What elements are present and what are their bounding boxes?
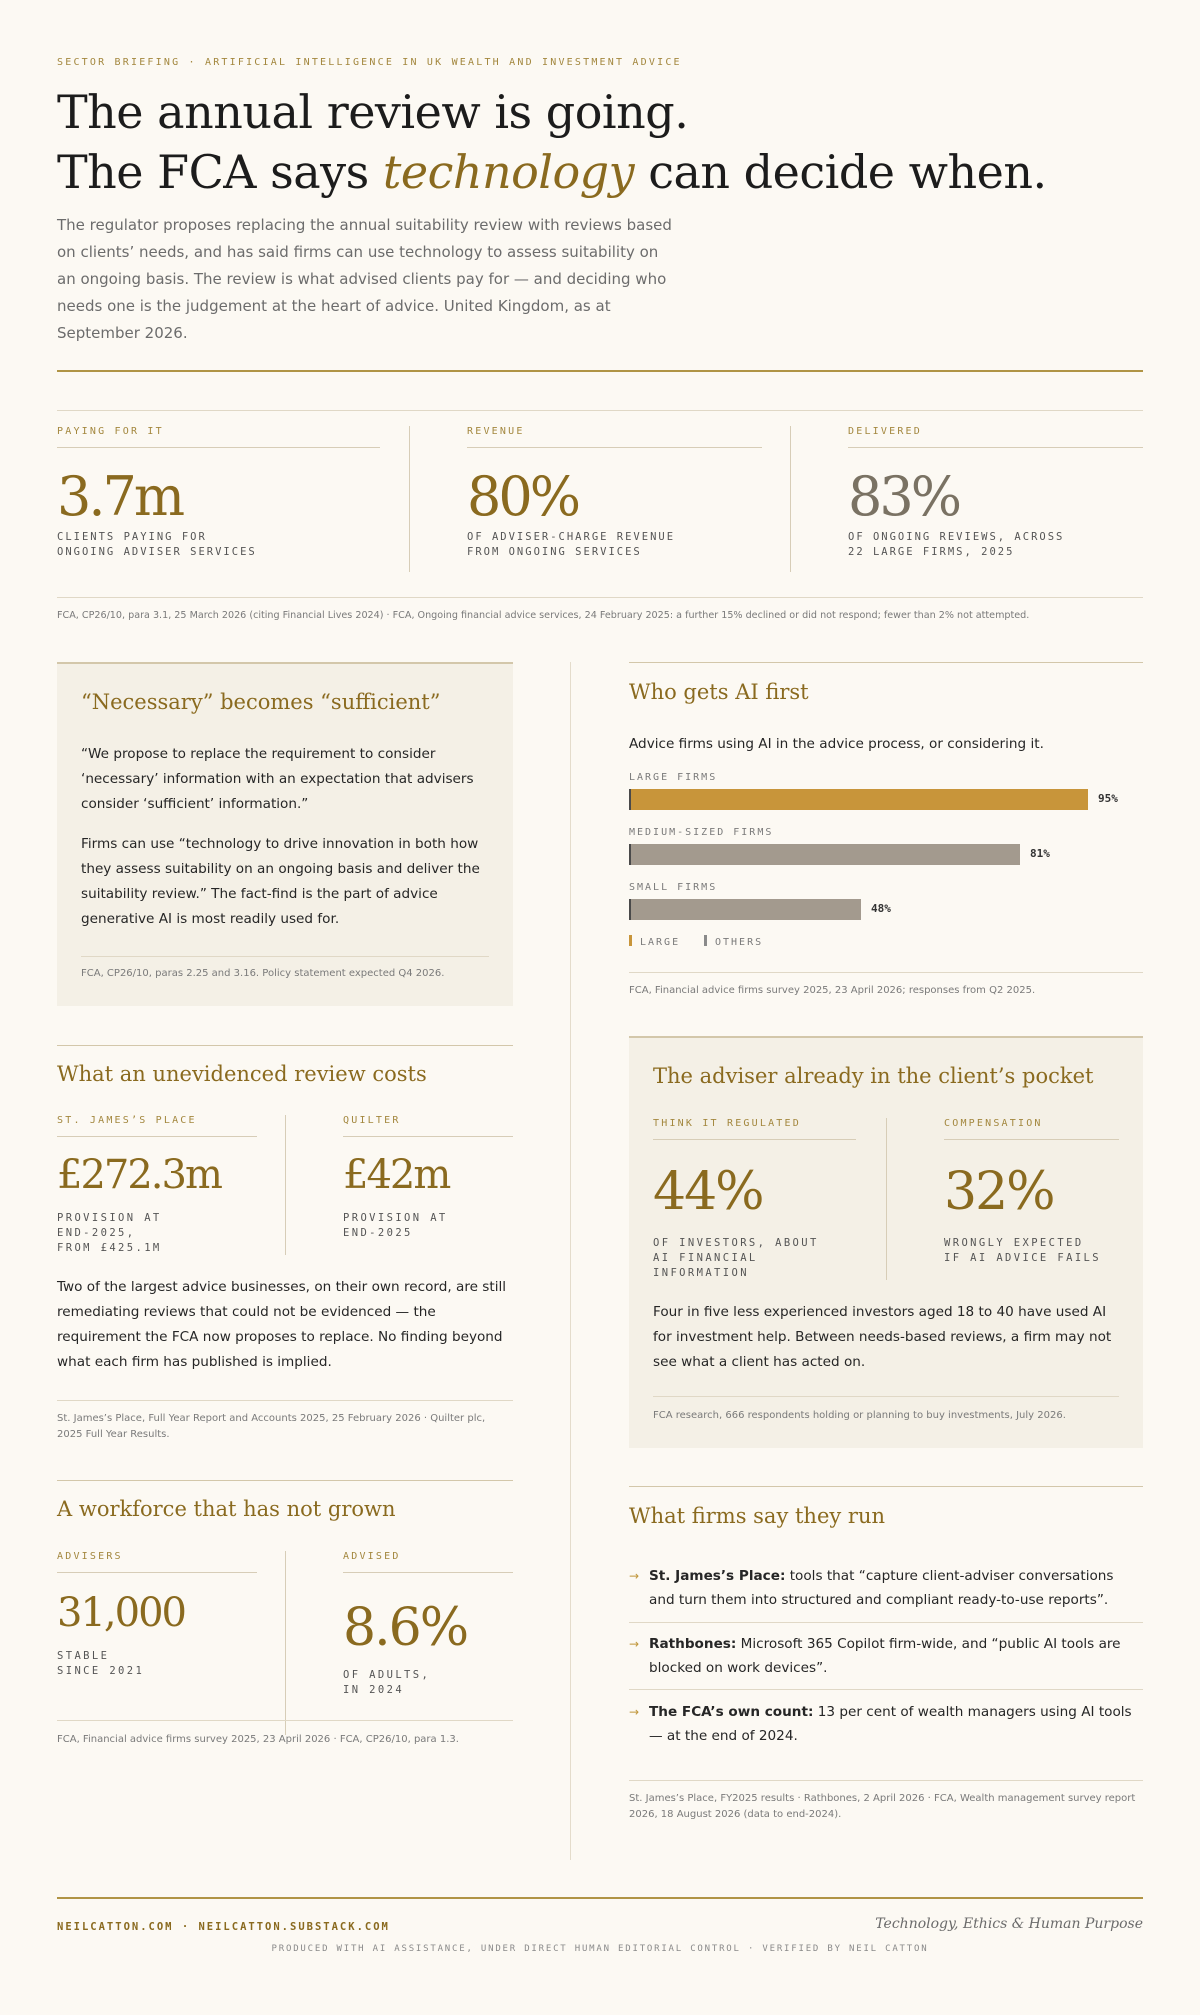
necessary-title: “Necessary” becomes “sufficient” bbox=[81, 690, 441, 714]
pocket-value-regulated: 44% bbox=[653, 1162, 763, 1222]
bar-label: SMALL FIRMS bbox=[629, 882, 718, 893]
firm-item-rule bbox=[629, 1689, 1143, 1690]
bar bbox=[629, 899, 861, 920]
stat-desc: OF ADVISER-CHARGE REVENUE FROM ONGOING SERVICES bbox=[467, 531, 676, 558]
footer-tagline: Technology, Ethics & Human Purpose bbox=[875, 1916, 1143, 1932]
workforce-source: FCA, Financial advice firms survey 2025, 23 April 2026 · FCA, CP26/10, para 1.3. bbox=[57, 1734, 459, 1745]
firms-source: St. James’s Place, FY2025 results · Rathbones, 2 April 2026 · FCA, Wealth management survey report 2026, 18 August 2026 (data to end-2024). bbox=[629, 1793, 1136, 1820]
costs-label-quilter: QUILTER bbox=[343, 1115, 513, 1137]
firms-top-rule bbox=[629, 1486, 1143, 1487]
pocket-title: The adviser already in the client’s pocket bbox=[653, 1064, 1094, 1088]
necessary-quote: “We propose to replace the requirement to consider ‘necessary’ information with an expectation that advisers consider ‘sufficient’ information.” bbox=[81, 746, 474, 812]
column-divider bbox=[570, 662, 571, 1860]
pocket-panel bbox=[629, 1036, 1143, 1448]
stat-revenue bbox=[467, 426, 762, 560]
bar-value-label: 95% bbox=[1098, 792, 1118, 805]
workforce-divider bbox=[285, 1551, 286, 1735]
pocket-source: FCA research, 666 respondents holding or planning to buy investments, July 2026. bbox=[653, 1410, 1066, 1421]
stat-label: PAYING FOR IT bbox=[57, 426, 380, 448]
pocket-label-regulated: THINK IT REGULATED bbox=[653, 1118, 856, 1140]
pocket-divider bbox=[886, 1118, 887, 1280]
stat-value: 83% bbox=[848, 465, 960, 528]
workforce-desc-advisers: STABLE SINCE 2021 bbox=[57, 1650, 145, 1677]
stat-label: DELIVERED bbox=[848, 426, 1143, 448]
firm-item-sjp: → St. James’s Place: tools that “capture client-adviser conversations and turn them into structured and compliant ready-to-use reports”. bbox=[629, 1564, 1143, 1612]
pocket-desc-regulated: OF INVESTORS, ABOUT AI FINANCIAL INFORMATION bbox=[653, 1237, 819, 1279]
costs-value-quilter: £42m bbox=[343, 1152, 450, 1198]
bar-label: MEDIUM-SIZED FIRMS bbox=[629, 827, 774, 838]
workforce-bottom-rule bbox=[57, 1720, 513, 1721]
bar bbox=[629, 789, 1088, 810]
ai-first-title: Who gets AI first bbox=[629, 680, 809, 704]
stat-label: REVENUE bbox=[467, 426, 762, 448]
costs-body: Two of the largest advice businesses, on their own record, are still remediating reviews that could not be evidenced — the requirement the FCA now proposes to replace. No finding beyond what each firm has published is implied. bbox=[57, 1279, 507, 1370]
costs-source: St. James’s Place, Full Year Report and Accounts 2025, 25 February 2026 · Quilter plc, 2025 Full Year Results. bbox=[57, 1413, 486, 1440]
workforce-desc-advised: OF ADULTS, IN 2024 bbox=[343, 1669, 431, 1696]
firms-title: What firms say they run bbox=[629, 1504, 886, 1528]
panel-rule bbox=[653, 1396, 1119, 1397]
legend-swatch-large bbox=[629, 935, 632, 946]
workforce-label-advisers: ADVISERS bbox=[57, 1551, 257, 1573]
standfirst: The regulator proposes replacing the annual suitability review with reviews based on clients’ needs, and has said firms can use technology to assess suitability on an ongoing basis. The review is what advised clients pay for — and deciding who needs one is the judgement at the heart of advice. United Kingdom, as at September 2026. bbox=[57, 216, 672, 342]
costs-desc-quilter: PROVISION AT END-2025 bbox=[343, 1212, 448, 1239]
bar-label: LARGE FIRMS bbox=[629, 772, 718, 783]
firm-item-rathbones: → Rathbones: Microsoft 365 Copilot firm-wide, and “public AI tools are blocked on work devices”. bbox=[629, 1632, 1143, 1680]
legend-large: LARGE bbox=[629, 935, 680, 948]
firms-bottom-rule bbox=[629, 1780, 1143, 1781]
workforce-top-rule bbox=[57, 1480, 513, 1481]
arrow-icon: → bbox=[629, 1569, 640, 1583]
necessary-panel bbox=[57, 662, 513, 1006]
necessary-source: FCA, CP26/10, paras 2.25 and 3.16. Policy statement expected Q4 2026. bbox=[81, 968, 445, 979]
headline-line-2-post: can decide when. bbox=[634, 145, 1047, 199]
footer-credit: PRODUCED WITH AI ASSISTANCE, UNDER DIRECT HUMAN EDITORIAL CONTROL · VERIFIED BY NEIL CATTON bbox=[271, 1944, 929, 1954]
costs-bottom-rule bbox=[57, 1400, 513, 1401]
footer-links[interactable]: NEILCATTON.COM · NEILCATTON.SUBSTACK.COM bbox=[57, 1921, 390, 1933]
stat-divider bbox=[790, 426, 791, 572]
ai-bottom-rule bbox=[629, 972, 1143, 973]
pocket-desc-compensation: WRONGLY EXPECTED IF AI ADVICE FAILS bbox=[944, 1237, 1101, 1264]
ai-first-source: FCA, Financial advice firms survey 2025, 23 April 2026; responses from Q2 2025. bbox=[629, 985, 1036, 996]
costs-divider bbox=[285, 1115, 286, 1255]
legend-others: OTHERS bbox=[704, 935, 763, 948]
workforce-title: A workforce that has not grown bbox=[57, 1497, 396, 1521]
stat-delivered bbox=[848, 426, 1143, 560]
stats-source: FCA, CP26/10, para 3.1, 25 March 2026 (citing Financial Lives 2024) · FCA, Ongoing financial advice services, 24 February 2025: a further 15% declined or did not respond; fewer than 2% not attempted. bbox=[57, 610, 1030, 621]
headline-line-2-pre: The FCA says bbox=[57, 145, 383, 199]
ai-top-rule bbox=[629, 662, 1143, 663]
stats-top-rule bbox=[57, 410, 1143, 411]
costs-desc-sjp: PROVISION AT END-2025, FROM £425.1M bbox=[57, 1212, 162, 1254]
bar-value-label: 81% bbox=[1030, 847, 1050, 860]
pocket-label-compensation: COMPENSATION bbox=[944, 1118, 1119, 1140]
panel-rule bbox=[81, 956, 489, 957]
costs-top-rule bbox=[57, 1045, 513, 1046]
stat-divider bbox=[409, 426, 410, 572]
workforce-value-advised: 8.6% bbox=[343, 1598, 468, 1658]
workforce-value-advisers: 31,000 bbox=[57, 1590, 185, 1636]
stat-desc: CLIENTS PAYING FOR ONGOING ADVISER SERVICES bbox=[57, 531, 257, 558]
bar-value-label: 48% bbox=[871, 902, 891, 915]
necessary-body: Firms can use “technology to drive innovation in both how they assess suitability on an ongoing basis and deliver the suitability review.” The fact-find is the part of advice generative AI is most readily used for. bbox=[81, 836, 480, 927]
workforce-label-advised: ADVISED bbox=[343, 1551, 513, 1573]
headline-line-1: The annual review is going. bbox=[57, 85, 689, 139]
kicker: SECTOR BRIEFING · ARTIFICIAL INTELLIGENCE IN UK WEALTH AND INVESTMENT ADVICE bbox=[57, 57, 682, 68]
costs-label-sjp: ST. JAMES’S PLACE bbox=[57, 1115, 257, 1137]
bar bbox=[629, 844, 1020, 865]
header-rule bbox=[57, 370, 1143, 372]
firm-item-rule bbox=[629, 1622, 1143, 1623]
arrow-icon: → bbox=[629, 1637, 640, 1651]
stat-value: 3.7m bbox=[57, 465, 183, 528]
legend-swatch-others bbox=[704, 935, 707, 946]
headline-emphasis: technology bbox=[382, 145, 635, 199]
arrow-icon: → bbox=[629, 1705, 640, 1719]
costs-title: What an unevidenced review costs bbox=[57, 1062, 427, 1086]
stat-desc: OF ONGOING REVIEWS, ACROSS 22 LARGE FIRMS, 2025 bbox=[848, 531, 1065, 558]
pocket-value-compensation: 32% bbox=[944, 1162, 1054, 1222]
ai-first-subtitle: Advice firms using AI in the advice process, or considering it. bbox=[629, 736, 1044, 752]
stat-value: 80% bbox=[467, 465, 579, 528]
stats-bottom-rule bbox=[57, 597, 1143, 598]
pocket-body: Four in five less experienced investors aged 18 to 40 have used AI for investment help. Between needs-based reviews, a firm may not see what a client has acted on. bbox=[653, 1304, 1112, 1370]
headline bbox=[57, 82, 1057, 202]
stat-paying bbox=[57, 426, 380, 560]
costs-value-sjp: £272.3m bbox=[57, 1152, 221, 1198]
footer-rule bbox=[57, 1897, 1143, 1899]
firm-item-fca: → The FCA’s own count: 13 per cent of wealth managers using AI tools — at the end of 2024. bbox=[629, 1700, 1143, 1748]
